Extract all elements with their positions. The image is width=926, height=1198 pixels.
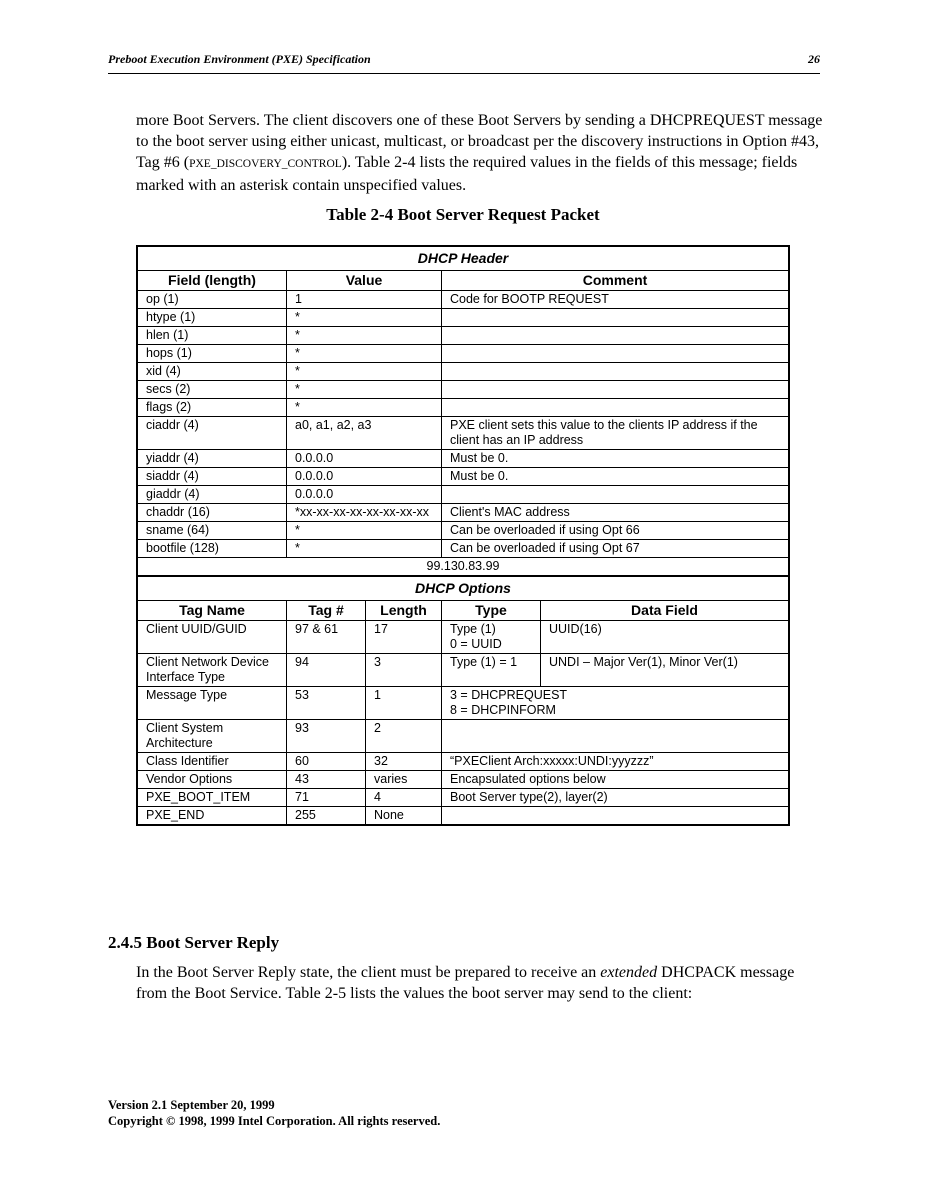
dhcp-header-table [137, 246, 789, 576]
tag-name-cell: PXE_END [138, 807, 287, 825]
type-cell: Type (1) 0 = UUID [442, 621, 541, 654]
table-row [138, 522, 789, 540]
column-header: Field (length) [138, 271, 287, 291]
dhcp-header-title: DHCP Header [138, 247, 789, 271]
boot-server-request-table [136, 245, 790, 826]
type-data-cell: Boot Server type(2), layer(2) [442, 789, 789, 807]
type-data-cell [442, 720, 789, 753]
field-cell: giaddr (4) [138, 486, 287, 504]
comment-cell [442, 363, 789, 381]
length-cell: varies [366, 771, 442, 789]
value-cell: * [287, 345, 442, 363]
page-number: 26 [808, 52, 820, 66]
tag-name-cell: Client System Architecture [138, 720, 287, 753]
table-row [138, 345, 789, 363]
table-row [138, 654, 789, 687]
ip-row [138, 558, 789, 576]
table-row [138, 540, 789, 558]
field-cell: hops (1) [138, 345, 287, 363]
type-data-cell: 3 = DHCPREQUEST 8 = DHCPINFORM [442, 687, 789, 720]
field-cell: sname (64) [138, 522, 287, 540]
field-cell: yiaddr (4) [138, 450, 287, 468]
value-cell: 0.0.0.0 [287, 486, 442, 504]
intro-small-caps: PXE_DISCOVERY_CONTROL [189, 158, 342, 170]
comment-cell: Must be 0. [442, 450, 789, 468]
value-cell: 0.0.0.0 [287, 450, 442, 468]
comment-cell: Can be overloaded if using Opt 67 [442, 540, 789, 558]
comment-cell: Can be overloaded if using Opt 66 [442, 522, 789, 540]
table-row [138, 687, 789, 720]
comment-cell [442, 486, 789, 504]
value-cell: * [287, 522, 442, 540]
comment-cell: Client's MAC address [442, 504, 789, 522]
value-cell: 1 [287, 291, 442, 309]
comment-cell: Code for BOOTP REQUEST [442, 291, 789, 309]
document-title: Preboot Execution Environment (PXE) Specification [108, 52, 371, 66]
comment-cell [442, 381, 789, 399]
table-row [138, 450, 789, 468]
field-cell: ciaddr (4) [138, 417, 287, 450]
value-cell: 0.0.0.0 [287, 468, 442, 486]
column-header: Comment [442, 271, 789, 291]
tag-number-cell: 255 [287, 807, 366, 825]
tag-number-cell: 43 [287, 771, 366, 789]
footer-copyright: Copyright © 1998, 1999 Intel Corporation. All rights reserved. [108, 1114, 441, 1128]
table-caption: Table 2-4 Boot Server Request Packet [326, 205, 600, 224]
table-row [138, 753, 789, 771]
comment-cell [442, 327, 789, 345]
length-cell: 1 [366, 687, 442, 720]
footer [108, 1097, 440, 1129]
table-row [138, 720, 789, 753]
tag-name-cell: Message Type [138, 687, 287, 720]
length-cell: 32 [366, 753, 442, 771]
table-row [138, 309, 789, 327]
column-header: Length [366, 601, 442, 621]
comment-cell [442, 345, 789, 363]
section-heading: 2.4.5 Boot Server Reply [108, 933, 280, 952]
field-cell: siaddr (4) [138, 468, 287, 486]
value-cell: * [287, 399, 442, 417]
value-cell: a0, a1, a2, a3 [287, 417, 442, 450]
section-text-after: DHCPACK message from the Boot Service. Table 2-5 lists the values the boot server may send to the client: [136, 964, 795, 1002]
ip-address: 99.130.83.99 [138, 558, 789, 576]
tag-number-cell: 93 [287, 720, 366, 753]
table-row [138, 363, 789, 381]
table-row [138, 486, 789, 504]
length-cell: 3 [366, 654, 442, 687]
value-cell: *xx-xx-xx-xx-xx-xx-xx-xx [287, 504, 442, 522]
column-header: Data Field [541, 601, 789, 621]
field-cell: flags (2) [138, 399, 287, 417]
table-row [138, 789, 789, 807]
tag-number-cell: 71 [287, 789, 366, 807]
dhcp-options-title: DHCP Options [138, 577, 789, 601]
length-cell: 4 [366, 789, 442, 807]
intro-paragraph [136, 110, 826, 196]
field-cell: hlen (1) [138, 327, 287, 345]
tag-number-cell: 53 [287, 687, 366, 720]
length-cell: 2 [366, 720, 442, 753]
type-data-cell [442, 807, 789, 825]
table-row [138, 399, 789, 417]
dhcp-options-table [137, 576, 789, 825]
tag-number-cell: 94 [287, 654, 366, 687]
length-cell: None [366, 807, 442, 825]
column-header: Value [287, 271, 442, 291]
comment-cell [442, 399, 789, 417]
section-text-before: In the Boot Server Reply state, the client must be prepared to receive an [136, 964, 601, 981]
data-field-cell: UUID(16) [541, 621, 789, 654]
section-paragraph [136, 962, 826, 1004]
tag-name-cell: PXE_BOOT_ITEM [138, 789, 287, 807]
comment-cell: PXE client sets this value to the clients IP address if the client has an IP address [442, 417, 789, 450]
table-row [138, 807, 789, 825]
value-cell: * [287, 327, 442, 345]
table-row [138, 468, 789, 486]
type-data-cell: “PXEClient Arch:xxxxx:UNDI:yyyzzz” [442, 753, 789, 771]
value-cell: * [287, 381, 442, 399]
table-row [138, 327, 789, 345]
table-row [138, 621, 789, 654]
table-row [138, 771, 789, 789]
tag-name-cell: Class Identifier [138, 753, 287, 771]
data-field-cell: UNDI – Major Ver(1), Minor Ver(1) [541, 654, 789, 687]
tag-name-cell: Client UUID/GUID [138, 621, 287, 654]
field-cell: secs (2) [138, 381, 287, 399]
table-row [138, 381, 789, 399]
table-row [138, 417, 789, 450]
column-header: Type [442, 601, 541, 621]
running-header [108, 52, 820, 74]
intro-text-after: ). Table 2-4 lists the required values in the fields of this message; fields marked with an asterisk contain unspecified values. [136, 154, 798, 194]
field-cell: op (1) [138, 291, 287, 309]
field-cell: chaddr (16) [138, 504, 287, 522]
type-cell: Type (1) = 1 [442, 654, 541, 687]
value-cell: * [287, 309, 442, 327]
tag-number-cell: 60 [287, 753, 366, 771]
section-emphasis: extended [600, 964, 658, 981]
tag-number-cell: 97 & 61 [287, 621, 366, 654]
field-cell: bootfile (128) [138, 540, 287, 558]
value-cell: * [287, 540, 442, 558]
value-cell: * [287, 363, 442, 381]
header-columns-row [138, 271, 789, 291]
column-header: Tag Name [138, 601, 287, 621]
type-data-cell: Encapsulated options below [442, 771, 789, 789]
footer-version: Version 2.1 September 20, 1999 [108, 1098, 275, 1112]
table-row [138, 504, 789, 522]
length-cell: 17 [366, 621, 442, 654]
comment-cell [442, 309, 789, 327]
field-cell: xid (4) [138, 363, 287, 381]
column-header: Tag # [287, 601, 366, 621]
tag-name-cell: Vendor Options [138, 771, 287, 789]
options-columns-row [138, 601, 789, 621]
intro-text-before: more Boot Servers. The client discovers one of these Boot Servers by sending a DHCPREQUEST message to the boot server using either unicast, multicast, or broadcast per the discovery instructions in Option #43, Tag #6 ( [136, 112, 823, 171]
comment-cell: Must be 0. [442, 468, 789, 486]
field-cell: htype (1) [138, 309, 287, 327]
tag-name-cell: Client Network Device Interface Type [138, 654, 287, 687]
table-row [138, 291, 789, 309]
